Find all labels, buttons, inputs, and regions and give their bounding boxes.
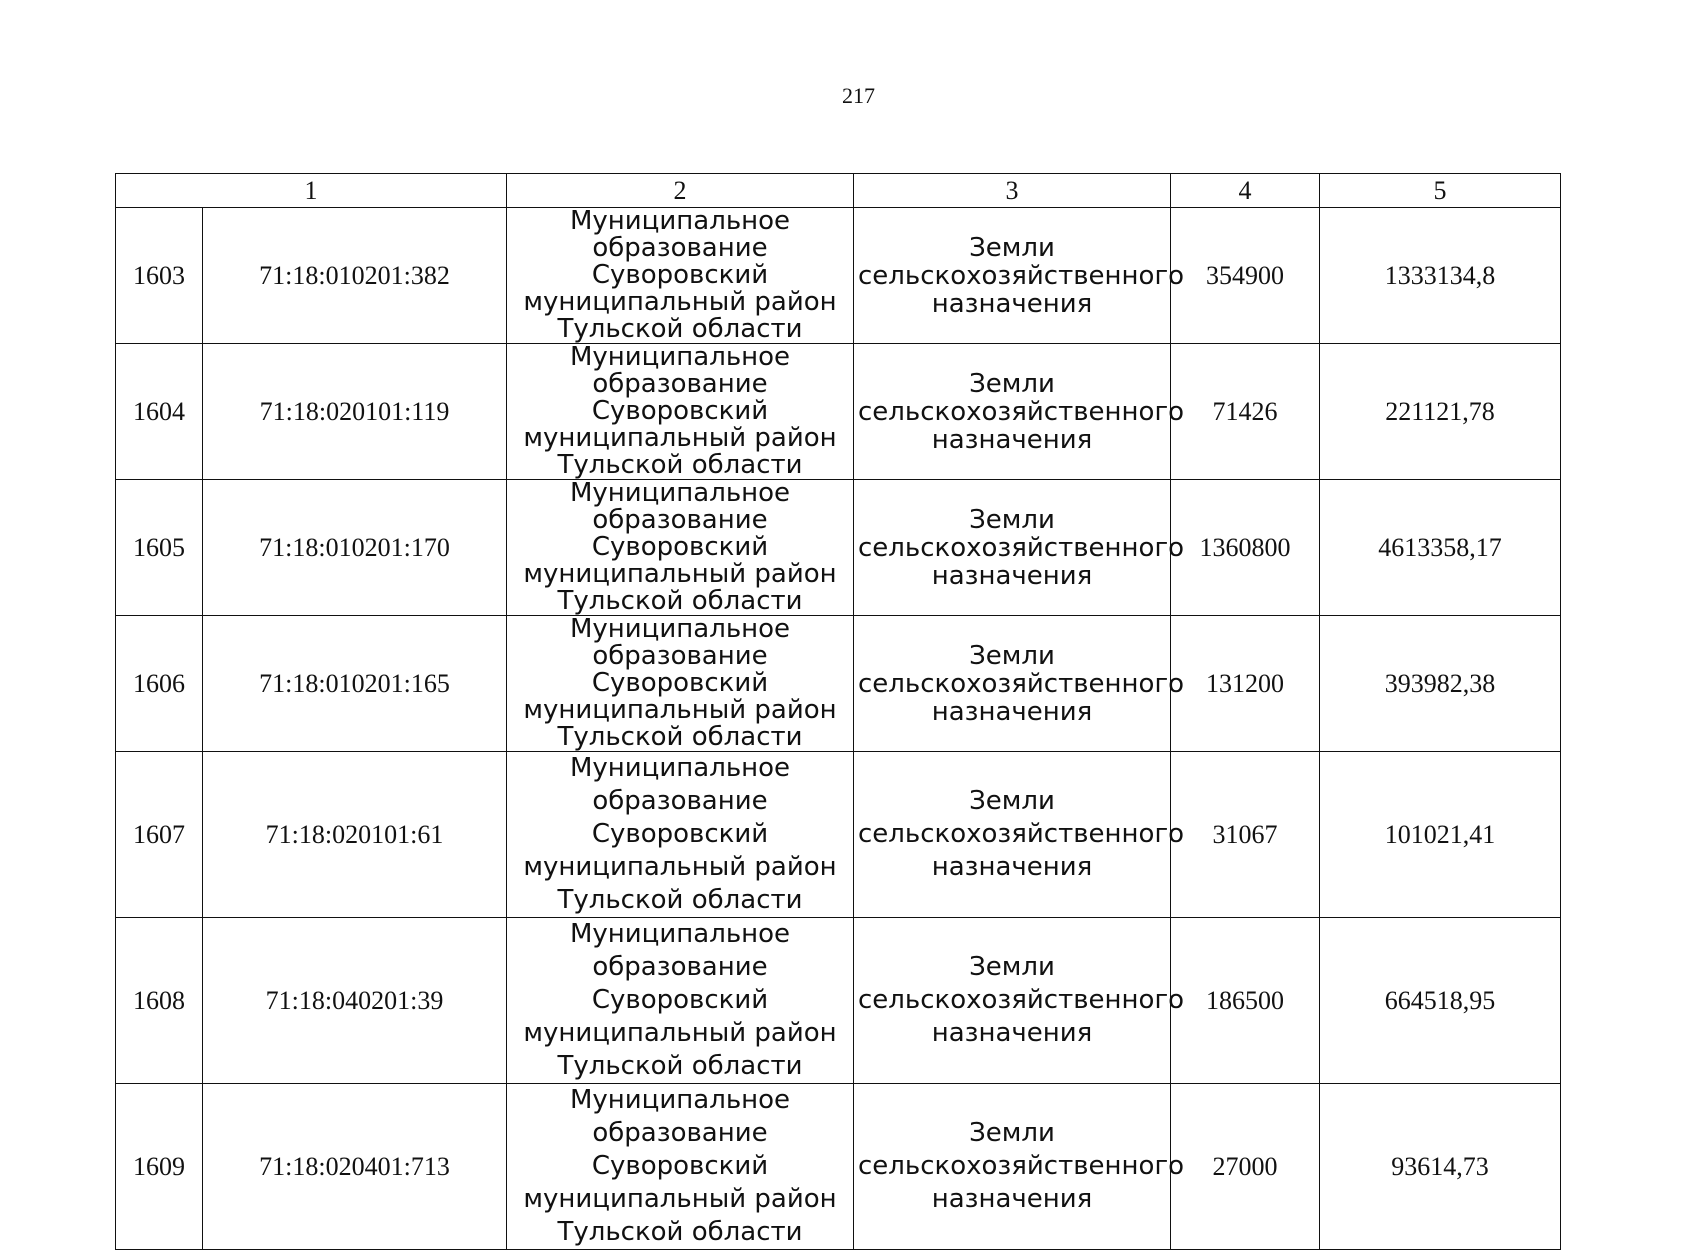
row-number: 1606	[116, 616, 203, 752]
owner-line: муниципальный район	[523, 423, 837, 453]
owner-line: Тульской области	[557, 885, 803, 915]
table-row	[116, 918, 1561, 1084]
column-header: 2	[507, 174, 854, 208]
cadastral-value: 393982,38	[1320, 616, 1561, 752]
area-value: 1360800	[1171, 480, 1320, 616]
owner-line: Тульской области	[557, 1051, 803, 1081]
category-line: Земли	[969, 504, 1055, 535]
owner-line: Муниципальное	[569, 1085, 791, 1115]
category-line: Земли	[969, 786, 1055, 816]
cadastral-value: 1333134,8	[1320, 208, 1561, 344]
category-line: назначения	[931, 1018, 1093, 1048]
area-value: 186500	[1171, 918, 1320, 1084]
category-line: сельскохозяйственного	[858, 668, 1185, 699]
category-line: сельскохозяйственного	[858, 532, 1185, 563]
land-category-cell	[854, 918, 1185, 1084]
category-line: Земли	[969, 1118, 1055, 1148]
category-line: сельскохозяйственного	[858, 819, 1185, 849]
cadastral-number: 71:18:010201:382	[203, 208, 507, 344]
table-row	[116, 208, 1561, 344]
owner-line: образование Суворовский	[591, 369, 769, 426]
cadastral-value: 664518,95	[1320, 918, 1561, 1084]
page-number: 217	[842, 83, 875, 108]
category-line: Земли	[969, 952, 1055, 982]
category-line: назначения	[931, 852, 1093, 882]
cadastral-value: 93614,73	[1320, 1084, 1561, 1250]
cadastral-value: 101021,41	[1320, 752, 1561, 918]
column-header: 5	[1320, 174, 1561, 208]
row-number: 1603	[116, 208, 203, 344]
land-category-cell	[854, 752, 1185, 918]
owner-line: образование Суворовский	[591, 641, 769, 698]
area-value: 31067	[1171, 752, 1320, 918]
land-category-cell	[854, 208, 1185, 344]
land-category-cell	[854, 480, 1185, 616]
owner-line: муниципальный район	[523, 852, 837, 882]
table-row	[116, 752, 1561, 918]
owner-line: Муниципальное	[569, 614, 791, 644]
owner-cell	[507, 752, 854, 918]
owner-line: Муниципальное	[569, 478, 791, 508]
table-row	[116, 480, 1561, 616]
owner-line: муниципальный район	[523, 1184, 837, 1214]
owner-line: образование Суворовский	[591, 505, 769, 562]
column-header: 1	[116, 174, 507, 208]
owner-line: образование Суворовский	[591, 786, 769, 849]
owner-line: образование Суворовский	[591, 233, 769, 290]
area-value: 71426	[1171, 344, 1320, 480]
owner-line: Тульской области	[557, 450, 803, 480]
row-number: 1609	[116, 1084, 203, 1250]
owner-line: Тульской области	[557, 722, 803, 752]
owner-line: образование Суворовский	[591, 952, 769, 1015]
area-value: 354900	[1171, 208, 1320, 344]
column-header: 4	[1171, 174, 1320, 208]
owner-cell	[507, 616, 854, 752]
cadastral-value: 221121,78	[1320, 344, 1561, 480]
land-register-table	[115, 173, 1561, 1250]
category-line: сельскохозяйственного	[858, 985, 1185, 1015]
area-value: 131200	[1171, 616, 1320, 752]
category-line: сельскохозяйственного	[858, 396, 1185, 427]
owner-line: Муниципальное	[569, 206, 791, 236]
owner-line: Муниципальное	[569, 342, 791, 372]
owner-line: Тульской области	[557, 586, 803, 616]
category-line: назначения	[931, 560, 1093, 591]
owner-cell	[507, 918, 854, 1084]
row-number: 1607	[116, 752, 203, 918]
table-row	[116, 616, 1561, 752]
row-number: 1604	[116, 344, 203, 480]
cadastral-number: 71:18:010201:165	[203, 616, 507, 752]
owner-line: образование Суворовский	[591, 1118, 769, 1181]
table-row	[116, 1084, 1561, 1250]
owner-cell	[507, 480, 854, 616]
cadastral-number: 71:18:020101:119	[203, 344, 507, 480]
cadastral-number: 71:18:040201:39	[203, 918, 507, 1084]
owner-line: Муниципальное	[569, 753, 791, 783]
cadastral-number: 71:18:010201:170	[203, 480, 507, 616]
table-header-row	[116, 174, 1561, 208]
land-category-cell	[854, 1084, 1185, 1250]
category-line: сельскохозяйственного	[858, 260, 1185, 291]
land-category-cell	[854, 344, 1185, 480]
owner-line: муниципальный район	[523, 287, 837, 317]
cadastral-number: 71:18:020401:713	[203, 1084, 507, 1250]
owner-cell	[507, 344, 854, 480]
land-category-cell	[854, 616, 1185, 752]
category-line: Земли	[969, 232, 1055, 263]
owner-line: Муниципальное	[569, 919, 791, 949]
cadastral-value: 4613358,17	[1320, 480, 1561, 616]
owner-cell	[507, 1084, 854, 1250]
category-line: сельскохозяйственного	[858, 1151, 1185, 1181]
category-line: Земли	[969, 368, 1055, 399]
owner-line: Тульской области	[557, 314, 803, 344]
area-value: 27000	[1171, 1084, 1320, 1250]
owner-cell	[507, 208, 854, 344]
category-line: назначения	[931, 1184, 1093, 1214]
owner-line: муниципальный район	[523, 559, 837, 589]
table-row	[116, 344, 1561, 480]
column-header: 3	[854, 174, 1171, 208]
row-number: 1605	[116, 480, 203, 616]
row-number: 1608	[116, 918, 203, 1084]
category-line: назначения	[931, 696, 1093, 727]
cadastral-number: 71:18:020101:61	[203, 752, 507, 918]
owner-line: муниципальный район	[523, 1018, 837, 1048]
category-line: назначения	[931, 424, 1093, 455]
category-line: назначения	[931, 288, 1093, 319]
category-line: Земли	[969, 640, 1055, 671]
owner-line: Тульской области	[557, 1217, 803, 1247]
owner-line: муниципальный район	[523, 695, 837, 725]
